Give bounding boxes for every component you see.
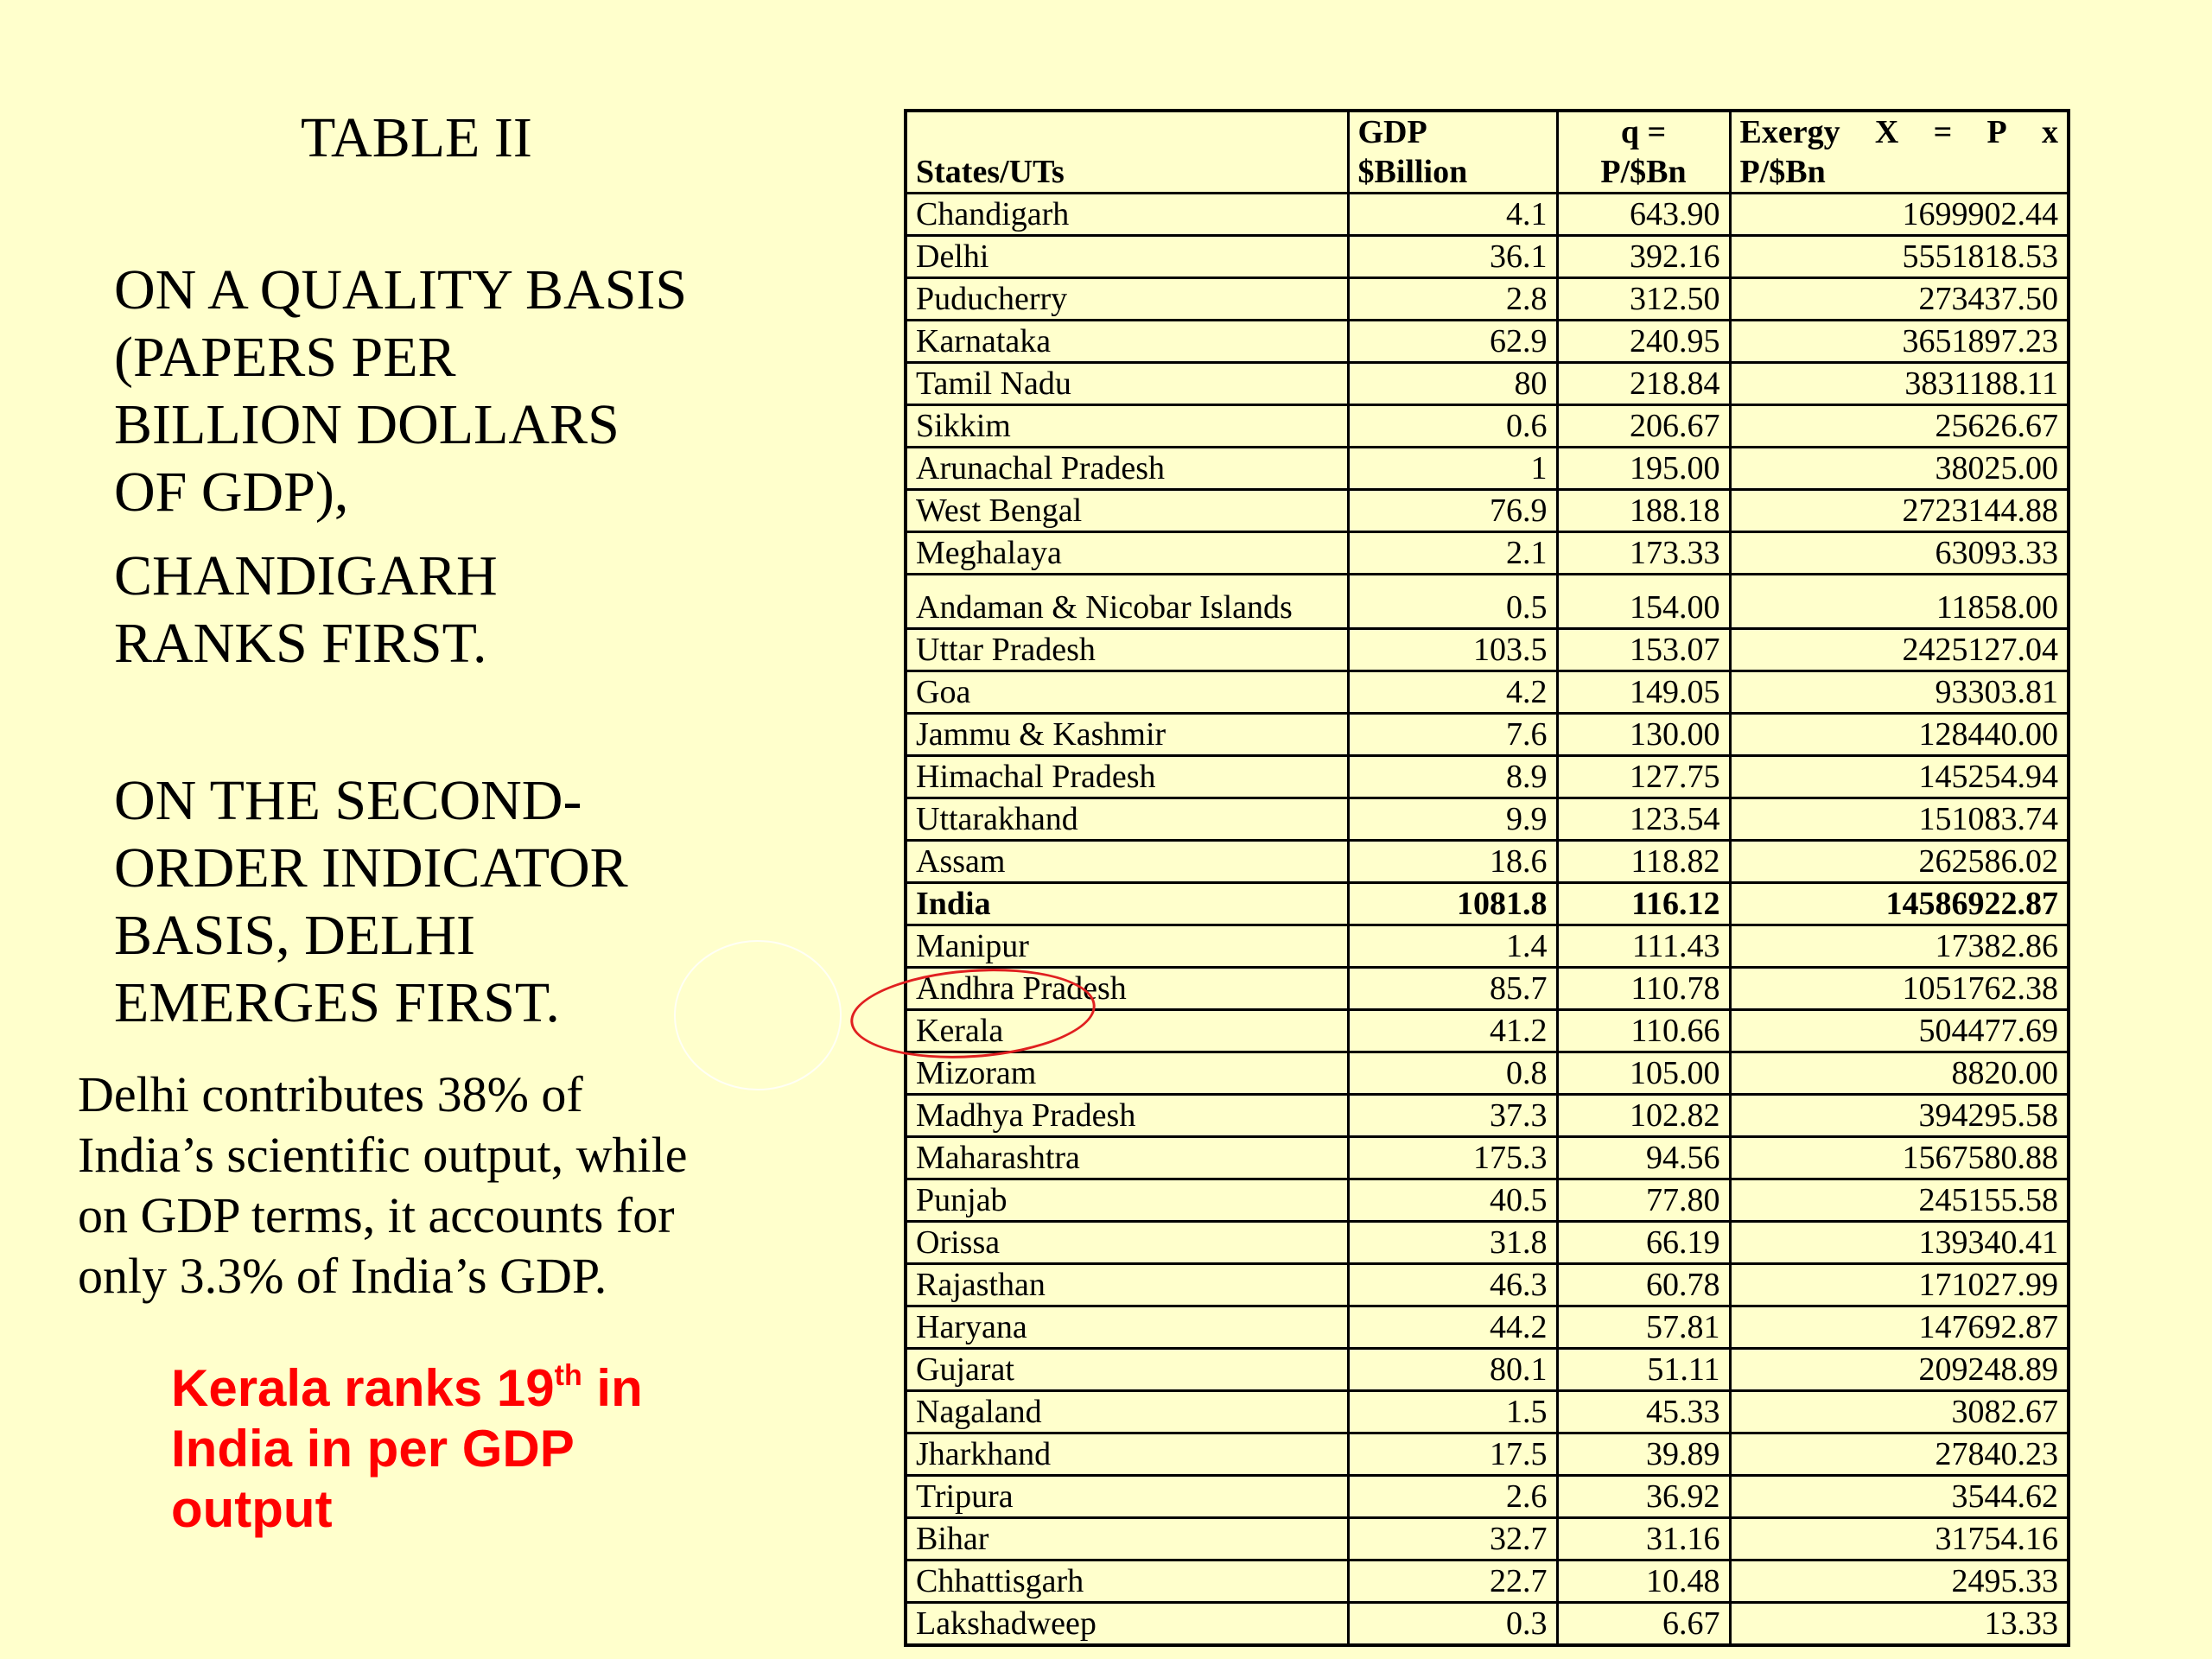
table-row — [906, 714, 2069, 756]
cell-exergy: 147692.87 — [1730, 1306, 2069, 1349]
cell-state: Chandigarh — [906, 194, 1348, 236]
text-line: ON THE SECOND- — [114, 769, 582, 832]
cell-q: 173.33 — [1557, 532, 1730, 575]
cell-q: 51.11 — [1557, 1349, 1730, 1391]
cell-state: India — [906, 883, 1348, 925]
header-exergy: Exergy X = P x P/$Bn — [1730, 111, 2069, 194]
cell-state: Mizoram — [906, 1052, 1348, 1095]
cell-gdp: 0.3 — [1348, 1603, 1557, 1646]
cell-state: Rajasthan — [906, 1264, 1348, 1306]
slide-title: TABLE II — [301, 106, 532, 169]
cell-q: 195.00 — [1557, 448, 1730, 490]
cell-state: Uttar Pradesh — [906, 629, 1348, 671]
table-row — [906, 1137, 2069, 1179]
text-line: BASIS, DELHI — [114, 904, 476, 967]
cell-state: Madhya Pradesh — [906, 1095, 1348, 1137]
cell-gdp: 2.1 — [1348, 532, 1557, 575]
cell-state: Delhi — [906, 236, 1348, 278]
cell-state: Chhattisgarh — [906, 1560, 1348, 1603]
cell-q: 57.81 — [1557, 1306, 1730, 1349]
cell-exergy: 139340.41 — [1730, 1222, 2069, 1264]
cell-q: 110.66 — [1557, 1010, 1730, 1052]
cell-exergy: 14586922.87 — [1730, 883, 2069, 925]
cell-q: 60.78 — [1557, 1264, 1730, 1306]
table-row — [906, 575, 2069, 629]
cell-q: 127.75 — [1557, 756, 1730, 798]
cell-q: 153.07 — [1557, 629, 1730, 671]
cell-q: 77.80 — [1557, 1179, 1730, 1222]
text-line: EMERGES FIRST. — [114, 971, 560, 1034]
cell-gdp: 44.2 — [1348, 1306, 1557, 1349]
table-row — [906, 236, 2069, 278]
cell-q: 116.12 — [1557, 883, 1730, 925]
cell-exergy: 27840.23 — [1730, 1433, 2069, 1476]
text-line: ORDER INDICATOR — [114, 836, 628, 899]
quality-basis-text — [114, 257, 771, 526]
cell-state: West Bengal — [906, 490, 1348, 532]
cell-state: Arunachal Pradesh — [906, 448, 1348, 490]
kerala-rank-note — [171, 1358, 776, 1540]
cell-exergy: 262586.02 — [1730, 841, 2069, 883]
cell-exergy: 245155.58 — [1730, 1179, 2069, 1222]
table-header-row — [906, 111, 2069, 194]
cell-gdp: 103.5 — [1348, 629, 1557, 671]
cell-gdp: 80 — [1348, 363, 1557, 405]
cell-q: 206.67 — [1557, 405, 1730, 448]
cell-exergy: 145254.94 — [1730, 756, 2069, 798]
table-row — [906, 1391, 2069, 1433]
cell-q: 188.18 — [1557, 490, 1730, 532]
cell-q: 6.67 — [1557, 1603, 1730, 1646]
second-order-text — [114, 767, 771, 1037]
cell-gdp: 76.9 — [1348, 490, 1557, 532]
table-row — [906, 1052, 2069, 1095]
cell-gdp: 1 — [1348, 448, 1557, 490]
cell-state: Jharkhand — [906, 1433, 1348, 1476]
cell-state: Orissa — [906, 1222, 1348, 1264]
text-line: Delhi contributes 38% of — [78, 1066, 583, 1122]
text-line: output — [171, 1480, 333, 1538]
cell-state: Kerala — [906, 1010, 1348, 1052]
cell-gdp: 40.5 — [1348, 1179, 1557, 1222]
table-row — [906, 1518, 2069, 1560]
cell-gdp: 8.9 — [1348, 756, 1557, 798]
cell-gdp: 4.1 — [1348, 194, 1557, 236]
cell-exergy: 17382.86 — [1730, 925, 2069, 968]
cell-gdp: 31.8 — [1348, 1222, 1557, 1264]
cell-q: 312.50 — [1557, 278, 1730, 321]
cell-q: 102.82 — [1557, 1095, 1730, 1137]
text-line: only 3.3% of India’s GDP. — [78, 1248, 607, 1304]
cell-q: 110.78 — [1557, 968, 1730, 1010]
table-row — [906, 756, 2069, 798]
cell-state: Andhra Pradesh — [906, 968, 1348, 1010]
table-row — [906, 1222, 2069, 1264]
cell-q: 10.48 — [1557, 1560, 1730, 1603]
cell-gdp: 1.5 — [1348, 1391, 1557, 1433]
cell-gdp: 80.1 — [1348, 1349, 1557, 1391]
table-row — [906, 363, 2069, 405]
cell-gdp: 1.4 — [1348, 925, 1557, 968]
cell-q: 31.16 — [1557, 1518, 1730, 1560]
table-row — [906, 194, 2069, 236]
table-row — [906, 278, 2069, 321]
cell-q: 118.82 — [1557, 841, 1730, 883]
table-row — [906, 532, 2069, 575]
cell-q: 39.89 — [1557, 1433, 1730, 1476]
cell-exergy: 171027.99 — [1730, 1264, 2069, 1306]
cell-gdp: 17.5 — [1348, 1433, 1557, 1476]
cell-gdp: 0.8 — [1348, 1052, 1557, 1095]
cell-gdp: 22.7 — [1348, 1560, 1557, 1603]
cell-gdp: 85.7 — [1348, 968, 1557, 1010]
table-row — [906, 1179, 2069, 1222]
cell-exergy: 11858.00 — [1730, 575, 2069, 629]
table-row — [906, 798, 2069, 841]
cell-exergy: 93303.81 — [1730, 671, 2069, 714]
header-states: States/UTs — [906, 111, 1348, 194]
cell-q: 240.95 — [1557, 321, 1730, 363]
cell-exergy: 3651897.23 — [1730, 321, 2069, 363]
cell-state: Puducherry — [906, 278, 1348, 321]
cell-state: Bihar — [906, 1518, 1348, 1560]
cell-exergy: 1051762.38 — [1730, 968, 2069, 1010]
cell-state: Sikkim — [906, 405, 1348, 448]
table-row — [906, 448, 2069, 490]
cell-exergy: 5551818.53 — [1730, 236, 2069, 278]
cell-state: Meghalaya — [906, 532, 1348, 575]
cell-exergy: 3831188.11 — [1730, 363, 2069, 405]
cell-state: Tripura — [906, 1476, 1348, 1518]
cell-q: 66.19 — [1557, 1222, 1730, 1264]
cell-gdp: 36.1 — [1348, 236, 1557, 278]
cell-state: Himachal Pradesh — [906, 756, 1348, 798]
chandigarh-ranks-text — [114, 543, 771, 677]
text-line: ON A QUALITY BASIS — [114, 258, 688, 321]
cell-gdp: 41.2 — [1348, 1010, 1557, 1052]
cell-exergy: 128440.00 — [1730, 714, 2069, 756]
text-line: India’s scientific output, while — [78, 1127, 688, 1183]
cell-exergy: 3544.62 — [1730, 1476, 2069, 1518]
cell-exergy: 151083.74 — [1730, 798, 2069, 841]
cell-q: 130.00 — [1557, 714, 1730, 756]
cell-exergy: 2425127.04 — [1730, 629, 2069, 671]
table-row — [906, 883, 2069, 925]
cell-exergy: 2495.33 — [1730, 1560, 2069, 1603]
cell-gdp: 175.3 — [1348, 1137, 1557, 1179]
delhi-contribution-note — [78, 1065, 812, 1306]
cell-q: 392.16 — [1557, 236, 1730, 278]
cell-gdp: 32.7 — [1348, 1518, 1557, 1560]
kerala-note-text: in — [582, 1359, 643, 1417]
cell-state: Lakshadweep — [906, 1603, 1348, 1646]
faint-circle-annotation — [674, 940, 842, 1090]
cell-gdp: 2.8 — [1348, 278, 1557, 321]
cell-exergy: 25626.67 — [1730, 405, 2069, 448]
cell-exergy: 273437.50 — [1730, 278, 2069, 321]
cell-exergy: 13.33 — [1730, 1603, 2069, 1646]
table-row — [906, 405, 2069, 448]
cell-q: 94.56 — [1557, 1137, 1730, 1179]
table-row — [906, 629, 2069, 671]
cell-exergy: 1699902.44 — [1730, 194, 2069, 236]
cell-gdp: 4.2 — [1348, 671, 1557, 714]
table-row — [906, 671, 2069, 714]
table-row — [906, 1264, 2069, 1306]
cell-exergy: 8820.00 — [1730, 1052, 2069, 1095]
cell-state: Tamil Nadu — [906, 363, 1348, 405]
cell-state: Karnataka — [906, 321, 1348, 363]
table-body — [906, 194, 2069, 1646]
table-row — [906, 1349, 2069, 1391]
cell-q: 643.90 — [1557, 194, 1730, 236]
table-row — [906, 1306, 2069, 1349]
text-line: BILLION DOLLARS — [114, 393, 620, 456]
cell-state: Maharashtra — [906, 1137, 1348, 1179]
table-row — [906, 1560, 2069, 1603]
table-row — [906, 1476, 2069, 1518]
table-row — [906, 841, 2069, 883]
cell-state: Nagaland — [906, 1391, 1348, 1433]
cell-gdp: 7.6 — [1348, 714, 1557, 756]
ordinal-suffix: th — [554, 1359, 582, 1392]
header-q: q = P/$Bn — [1557, 111, 1730, 194]
cell-q: 154.00 — [1557, 575, 1730, 629]
cell-gdp: 2.6 — [1348, 1476, 1557, 1518]
cell-q: 111.43 — [1557, 925, 1730, 968]
cell-gdp: 62.9 — [1348, 321, 1557, 363]
cell-exergy: 3082.67 — [1730, 1391, 2069, 1433]
cell-gdp: 18.6 — [1348, 841, 1557, 883]
text-line: CHANDIGARH — [114, 544, 498, 607]
cell-exergy: 209248.89 — [1730, 1349, 2069, 1391]
cell-state: Jammu & Kashmir — [906, 714, 1348, 756]
cell-exergy: 38025.00 — [1730, 448, 2069, 490]
cell-q: 105.00 — [1557, 1052, 1730, 1095]
cell-q: 45.33 — [1557, 1391, 1730, 1433]
cell-gdp: 1081.8 — [1348, 883, 1557, 925]
text-line: OF GDP), — [114, 461, 349, 524]
cell-gdp: 9.9 — [1348, 798, 1557, 841]
cell-exergy: 31754.16 — [1730, 1518, 2069, 1560]
cell-exergy: 63093.33 — [1730, 532, 2069, 575]
cell-gdp: 46.3 — [1348, 1264, 1557, 1306]
cell-gdp: 37.3 — [1348, 1095, 1557, 1137]
cell-state: Punjab — [906, 1179, 1348, 1222]
cell-state: Haryana — [906, 1306, 1348, 1349]
cell-state: Manipur — [906, 925, 1348, 968]
cell-q: 149.05 — [1557, 671, 1730, 714]
table-row — [906, 1603, 2069, 1646]
cell-gdp: 0.6 — [1348, 405, 1557, 448]
header-gdp: GDP $Billion — [1348, 111, 1557, 194]
cell-q: 218.84 — [1557, 363, 1730, 405]
cell-exergy: 1567580.88 — [1730, 1137, 2069, 1179]
text-line: India in per GDP — [171, 1420, 575, 1478]
cell-state: Uttarakhand — [906, 798, 1348, 841]
cell-q: 123.54 — [1557, 798, 1730, 841]
cell-gdp: 0.5 — [1348, 575, 1557, 629]
cell-state: Gujarat — [906, 1349, 1348, 1391]
table-row — [906, 1095, 2069, 1137]
table-row — [906, 1433, 2069, 1476]
cell-exergy: 394295.58 — [1730, 1095, 2069, 1137]
text-line: RANKS FIRST. — [114, 612, 487, 675]
cell-state: Assam — [906, 841, 1348, 883]
text-line: on GDP terms, it accounts for — [78, 1187, 675, 1243]
cell-exergy: 2723144.88 — [1730, 490, 2069, 532]
table-row — [906, 321, 2069, 363]
kerala-note-text: Kerala ranks 19 — [171, 1359, 555, 1417]
cell-q: 36.92 — [1557, 1476, 1730, 1518]
cell-state: Goa — [906, 671, 1348, 714]
cell-exergy: 504477.69 — [1730, 1010, 2069, 1052]
gdp-papers-table — [904, 109, 2070, 1647]
text-line: (PAPERS PER — [114, 326, 456, 389]
text-line — [171, 1358, 776, 1419]
cell-state: Andaman & Nicobar Islands — [906, 575, 1348, 629]
table-row — [906, 925, 2069, 968]
table-row — [906, 490, 2069, 532]
